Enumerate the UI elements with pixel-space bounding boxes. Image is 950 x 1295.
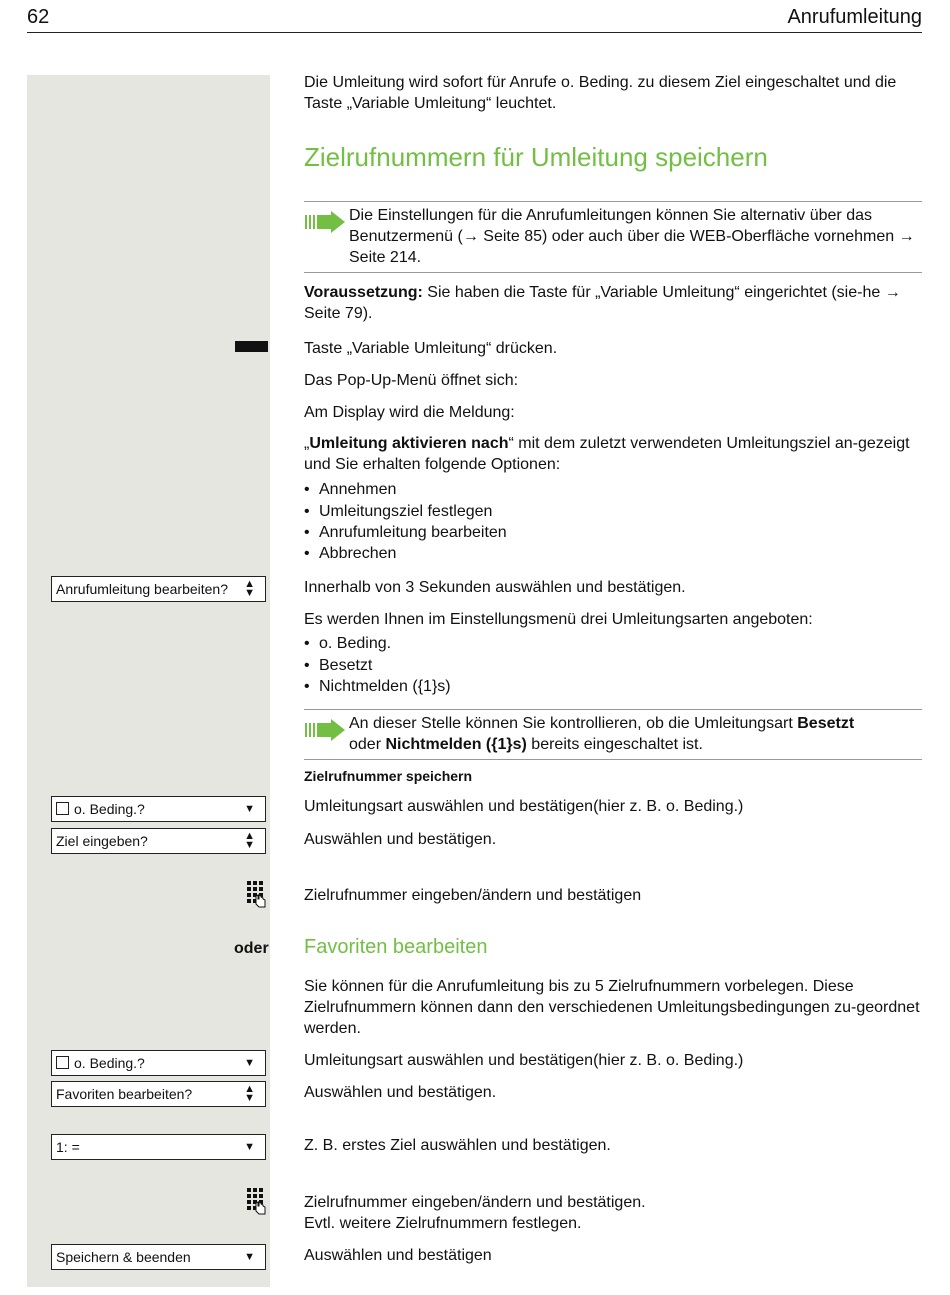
types-offered-text: Es werden Ihnen im Einstellungsmenü drei Umleitungsarten angeboten: [304,611,813,628]
up-down-arrow-icon: ▲ ▼ [244,578,255,599]
display-box-ziel-1[interactable]: 1: = ▼ [51,1134,266,1160]
oder-label: oder [234,940,269,957]
section-heading: Zielrufnummern für Umleitung speichern [304,142,768,172]
note-rule-top [304,709,922,710]
down-arrow-icon: ▼ [244,1251,255,1263]
list-item: • o. Beding. [304,635,392,652]
display-box-ziel-eingeben[interactable]: Ziel eingeben? ▲ ▼ [51,828,266,854]
step-select-type: Umleitungsart auswählen und bestätigen(hier z. B. o. Beding.) [304,798,744,815]
note-2: An dieser Stelle können Sie kontrollieren, ob die Umleitungsart Besetzt oder Nichtmelden ({1}s) bereits eingeschaltet ist. [349,715,855,753]
prerequisite-text: Sie haben die Taste für „Variable Umleitung“ eingerichtet (sie-he → Seite 79). [304,284,901,322]
display-message-detail [304,433,924,475]
checkbox-icon [56,802,69,815]
up-down-arrow-icon: ▲ ▼ [244,1083,255,1104]
display-message-text: Am Display wird die Meldung: [304,404,515,421]
chapter-title: Anrufumleitung [787,6,922,28]
step-select-confirm: Auswählen und bestätigen. [304,831,497,848]
page-number: 62 [27,6,50,28]
display-box-o-beding-2[interactable]: o. Beding.? ▼ [51,1050,266,1076]
note-rule-bottom [304,759,922,760]
keypad-icon [246,880,268,908]
popup-opens-text: Das Pop-Up-Menü öffnet sich: [304,372,519,389]
list-item: • Anrufumleitung bearbeiten [304,524,507,541]
list-item: • Nichtmelden ({1}s) [304,678,451,695]
down-arrow-icon: ▼ [244,803,255,815]
step-press-key: Taste „Variable Umleitung“ drücken. [304,340,558,357]
step-enter-number: Zielrufnummer eingeben/ändern und bestätigen [304,887,642,904]
keypad-icon [246,1187,268,1215]
note-rule-bottom [304,272,922,273]
display-box-o-beding[interactable]: o. Beding.? ▼ [51,796,266,822]
down-arrow-icon: ▼ [244,1141,255,1153]
prerequisite-label: Voraussetzung: [304,284,423,301]
step-select-confirm-2: Auswählen und bestätigen. [304,1084,497,1101]
favorites-text: Sie können für die Anrufumleitung bis zu 5 Zielrufnummern vorbelegen. Diese Zielrufnummern können dann den verschiedenen Umleitungsbedingungen zu-geordnet werden. [304,978,920,1037]
quote-open: „ [304,435,310,452]
down-arrow-icon: ▼ [244,1057,255,1069]
step-select-first-target: Z. B. erstes Ziel auswählen und bestätigen. [304,1137,611,1154]
intro-text: Die Umleitung wird sofort für Anrufe o. Beding. zu diesem Ziel eingeschaltet und die Taste „Variable Umleitung“ leuchtet. [304,74,897,112]
list-item: • Besetzt [304,657,373,674]
up-down-arrow-icon: ▲ ▼ [244,830,255,851]
note-arrow-icon [305,211,345,233]
list-item: • Umleitungsziel festlegen [304,503,493,520]
step-enter-number-2: Zielrufnummer eingeben/ändern und bestätigen. Evtl. weitere Zielrufnummern festlegen. [304,1194,646,1232]
select-within-text: Innerhalb von 3 Sekunden auswählen und bestätigen. [304,579,686,596]
note-arrow-icon [305,719,345,741]
step-select-type-2: Umleitungsart auswählen und bestätigen(hier z. B. o. Beding.) [304,1052,744,1069]
message-bold: Umleitung aktivieren nach [309,435,509,452]
checkbox-icon [56,1056,69,1069]
note-rule-top [304,201,922,202]
display-box-favoriten-bearbeiten[interactable]: Favoriten bearbeiten? ▲ ▼ [51,1081,266,1107]
list-item: • Abbrechen [304,545,397,562]
message-rest: “ mit dem zuletzt verwendeten Umleitungsziel an-gezeigt und Sie erhalten folgende Optionen: [304,435,910,473]
step-save-exit: Auswählen und bestätigen [304,1247,492,1264]
display-box-anrufumleitung-bearbeiten[interactable]: Anrufumleitung bearbeiten? ▲ ▼ [51,576,266,602]
prerequisite [304,282,924,324]
header-rule [27,32,922,33]
subheading: Zielrufnummer speichern [304,768,473,784]
list-item: • Annehmen [304,481,397,498]
display-box-speichern-beenden[interactable]: Speichern & beenden ▼ [51,1244,266,1270]
note-1: Die Einstellungen für die Anrufumleitungen können Sie alternativ über das Benutzermenü (→ Seite 85) oder auch über die WEB-Oberfläche vornehmen → Seite 214. [349,207,915,266]
favorites-heading: Favoriten bearbeiten [304,936,488,958]
function-key-icon [235,341,268,352]
